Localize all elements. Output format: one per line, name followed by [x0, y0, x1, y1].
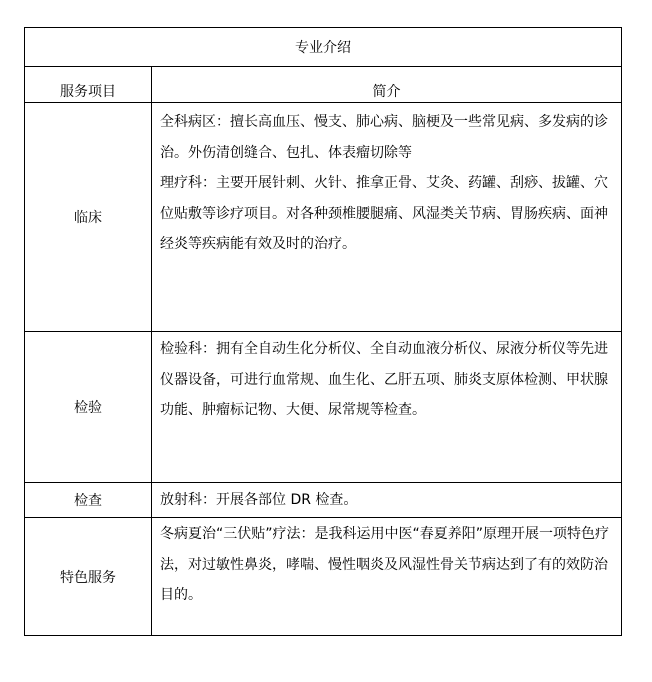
- service-desc: [152, 103, 622, 332]
- header-service-item: 服务项目: [25, 67, 152, 103]
- service-table: [24, 27, 622, 636]
- service-name: 临床: [25, 103, 152, 332]
- service-name: 特色服务: [25, 518, 152, 636]
- service-name: 检验: [25, 332, 152, 483]
- service-name: 检查: [25, 483, 152, 518]
- desc-paragraph: 冬病夏治“三伏贴”疗法：是我科运用中医“春夏养阳”原理开展一项特色疗法，对过敏性鼻炎，哮喘、慢性咽炎及风湿性骨关节病达到了有的效防治目的。: [160, 526, 610, 603]
- header-row: [25, 67, 622, 103]
- desc-paragraph: 理疗科：主要开展针刺、火针、推拿正骨、艾灸、药罐、刮痧、拔罐、穴位贴敷等诊疗项目。对各种颈椎腰腿痛、风湿类关节病、胃肠疾病、面神经炎等疾病能有效及时的治疗。: [160, 175, 608, 252]
- service-desc: [152, 332, 622, 483]
- service-desc: [152, 483, 622, 518]
- service-desc: [152, 518, 622, 636]
- header-intro: 简介: [152, 67, 622, 103]
- desc-paragraph: 检验科：拥有全自动生化分析仪、全自动血液分析仪、尿液分析仪等先进仪器设备，可进行血常规、血生化、乙肝五项、肺炎支原体检测、甲状腺功能、肿瘤标记物、大便、尿常规等检查。: [160, 341, 608, 418]
- desc-paragraph: 放射科：开展各部位 DR 检查。: [160, 492, 358, 509]
- table-row: [25, 332, 622, 483]
- title-row: [25, 28, 622, 67]
- table-title: 专业介绍: [25, 28, 622, 67]
- table-row: [25, 103, 622, 332]
- table-row: [25, 483, 622, 518]
- desc-paragraph: 全科病区：擅长高血压、慢支、肺心病、脑梗及一些常见病、多发病的诊治。外伤清创缝合、包扎、体表瘤切除等: [160, 114, 608, 161]
- table-row: [25, 518, 622, 636]
